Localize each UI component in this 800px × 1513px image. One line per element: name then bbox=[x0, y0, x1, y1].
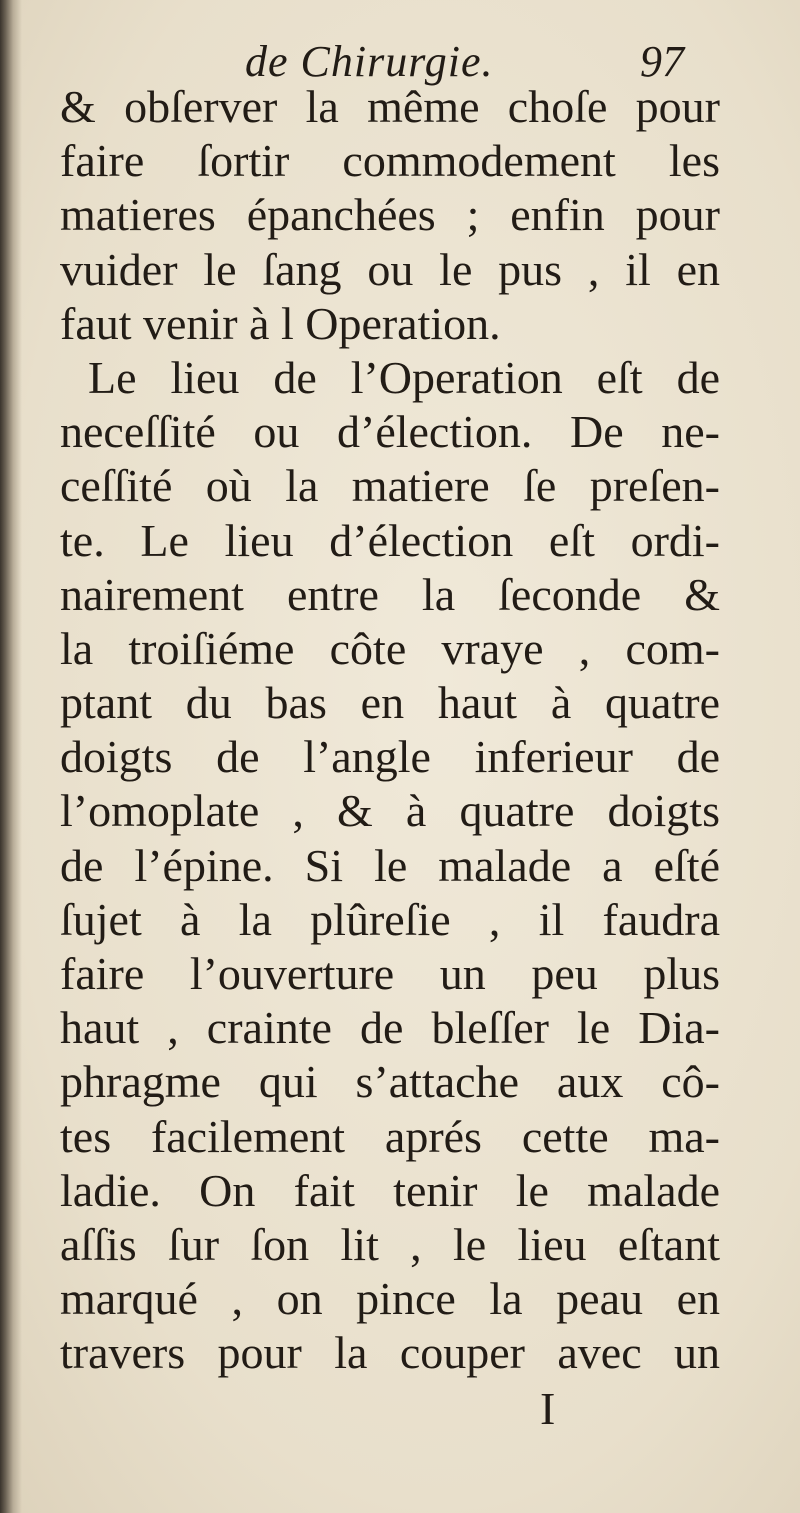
text-line: nairement entre la ſeconde & bbox=[60, 568, 720, 620]
text-line: doigts de l’angle inferieur de bbox=[60, 731, 720, 783]
text-line: phragme qui s’attache aux cô- bbox=[60, 1056, 720, 1108]
text-line: matieres épanchées ; enfin pour bbox=[60, 189, 720, 241]
text-line: ſujet à la plûreſie , il faudra bbox=[60, 893, 720, 945]
text-line: & obſerver la même choſe pour bbox=[60, 81, 720, 132]
body-text bbox=[60, 80, 720, 1381]
page-gutter-shadow bbox=[0, 0, 22, 1513]
text-line: la troiſiéme côte vraye , com- bbox=[60, 622, 720, 674]
text-line: tes facilement aprés cette ma- bbox=[60, 1110, 720, 1162]
text-line: haut , crainte de bleſſer le Dia- bbox=[60, 1002, 720, 1054]
text-line: l’omoplate , & à quatre doigts bbox=[60, 785, 720, 837]
text-line: Le lieu de l’Operation eſt de bbox=[88, 351, 720, 403]
text-line: marqué , on pince la peau en bbox=[60, 1273, 720, 1325]
text-line: ptant du bas en haut à quatre bbox=[60, 677, 720, 729]
text-line: ceſſité où la matiere ſe preſen- bbox=[60, 460, 720, 512]
text-line: ladie. On fait tenir le malade bbox=[60, 1164, 720, 1216]
text-line: faut venir à l Operation. bbox=[60, 297, 501, 349]
running-title: de Chirurgie. bbox=[245, 37, 494, 86]
text-line: neceſſité ou d’élection. De ne- bbox=[60, 406, 720, 458]
text-line: de l’épine. Si le malade a eſté bbox=[60, 839, 720, 891]
text-line: vuider le ſang ou le pus , il en bbox=[60, 243, 720, 295]
text-line: aſſis ſur ſon lit , le lieu eſtant bbox=[60, 1218, 720, 1270]
text-line: faire ſortir commodement les bbox=[60, 135, 720, 187]
text-line: travers pour la couper avec un bbox=[60, 1327, 720, 1379]
signature-mark: I bbox=[540, 1383, 556, 1434]
page-number: 97 bbox=[640, 37, 684, 86]
text-line: faire l’ouverture un peu plus bbox=[60, 948, 720, 999]
text-line: te. Le lieu d’élection eſt ordi- bbox=[60, 514, 720, 566]
